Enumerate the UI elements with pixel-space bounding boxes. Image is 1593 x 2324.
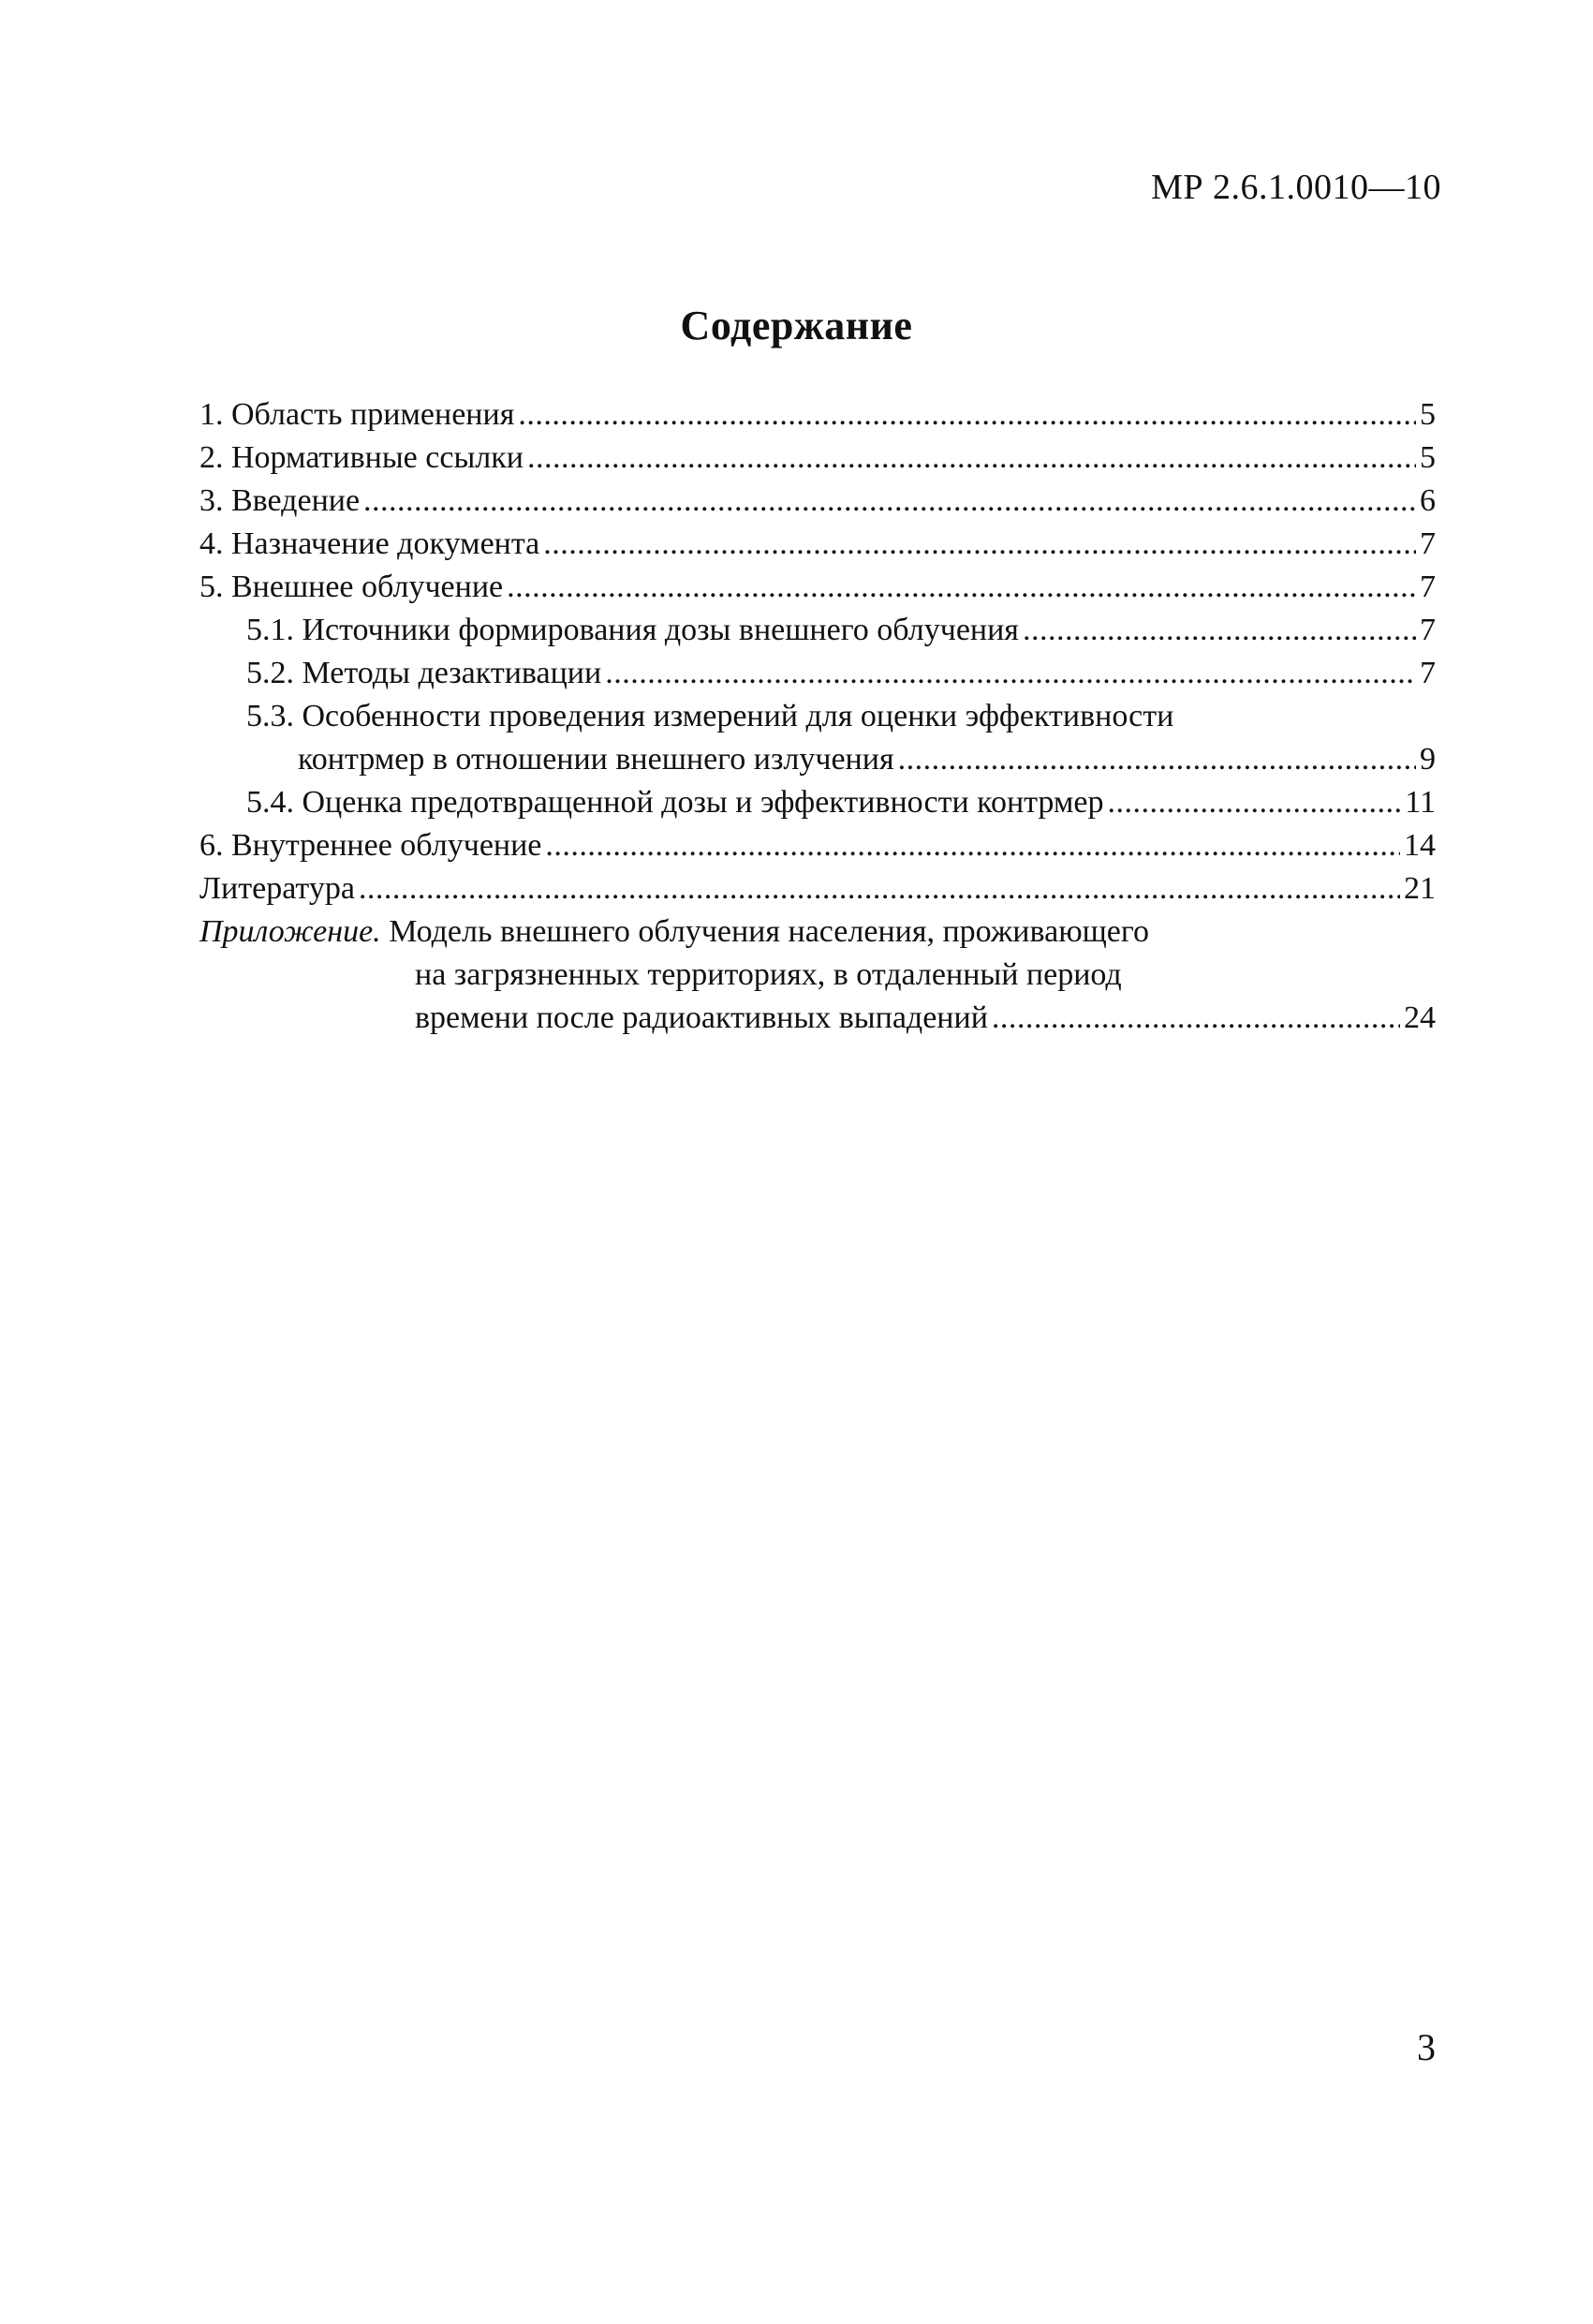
toc-entry-page: 7 xyxy=(1420,613,1436,647)
toc-subentry[interactable] xyxy=(199,652,1436,695)
toc-entry-page: 9 xyxy=(1420,742,1436,777)
toc-appendix-line1 xyxy=(199,910,1436,954)
toc-entry[interactable] xyxy=(199,824,1436,867)
toc-entry-page: 14 xyxy=(1404,828,1436,863)
toc-entry-label: 5.4. Оценка предотвращенной дозы и эффективности контрмер xyxy=(246,785,1104,820)
toc-entry-label-line2: на загрязненных территориях, в отдаленный период xyxy=(415,957,1122,992)
dot-leader xyxy=(359,867,1400,899)
toc-entry-page: 5 xyxy=(1420,397,1436,432)
toc-entry-label: Литература xyxy=(199,871,355,906)
toc-entry[interactable] xyxy=(199,523,1436,566)
dot-leader xyxy=(363,480,1416,511)
dot-leader xyxy=(543,523,1416,555)
toc-appendix-entry[interactable] xyxy=(199,910,1436,1040)
toc-entry-label: 5. Внешнее облучение xyxy=(199,570,504,604)
toc-entry-page: 7 xyxy=(1420,656,1436,690)
toc-entry-label: 5.2. Методы дезактивации xyxy=(246,656,602,690)
toc-entry-page: 6 xyxy=(1420,483,1436,518)
toc-entry-page: 5 xyxy=(1420,440,1436,475)
toc-entry[interactable] xyxy=(199,480,1436,523)
toc-entry-label-line3: времени после радиоактивных выпадений xyxy=(415,1000,988,1035)
toc-entry-label: 2. Нормативные ссылки xyxy=(199,440,524,475)
dot-leader xyxy=(605,652,1416,684)
toc-entry-label: 6. Внутреннее облучение xyxy=(199,828,542,863)
document-code: МР 2.6.1.0010—10 xyxy=(1151,168,1441,207)
toc-entry[interactable] xyxy=(199,566,1436,609)
toc-subentry[interactable] xyxy=(199,609,1436,652)
toc-entry[interactable] xyxy=(199,393,1436,437)
dot-leader xyxy=(527,437,1416,468)
dot-leader xyxy=(507,566,1416,598)
toc-entry-page: 7 xyxy=(1420,526,1436,561)
toc-entry-label: 3. Введение xyxy=(199,483,361,518)
toc-entry-page: 24 xyxy=(1404,1000,1436,1035)
table-of-contents xyxy=(199,393,1436,1040)
page-number: 3 xyxy=(1417,2026,1436,2068)
dot-leader xyxy=(545,824,1400,856)
toc-entry-page: 21 xyxy=(1404,871,1436,906)
dot-leader xyxy=(518,393,1416,425)
page-title: Содержание xyxy=(680,303,913,348)
toc-entry-page: 11 xyxy=(1405,785,1436,820)
toc-subentry[interactable] xyxy=(199,695,1436,781)
toc-subentry[interactable] xyxy=(199,781,1436,824)
toc-entry[interactable] xyxy=(199,437,1436,480)
dot-leader xyxy=(1023,609,1416,641)
toc-entry-label-line1: 5.3. Особенности проведения измерений для оценки эффективности xyxy=(246,699,1174,733)
toc-entry-label-line1: Модель внешнего облучения населения, проживающего xyxy=(389,914,1149,949)
dot-leader xyxy=(898,738,1416,770)
dot-leader xyxy=(1108,781,1402,813)
toc-entry-label-line2: контрмер в отношении внешнего излучения xyxy=(298,742,894,777)
toc-entry-label: 1. Область применения xyxy=(199,397,515,432)
toc-entry-label: 4. Назначение документа xyxy=(199,526,540,561)
appendix-prefix: Приложение. xyxy=(199,914,381,949)
toc-entry[interactable] xyxy=(199,867,1436,910)
toc-entry-page: 7 xyxy=(1420,570,1436,604)
toc-entry-label: 5.1. Источники формирования дозы внешнего облучения xyxy=(246,613,1019,647)
dot-leader xyxy=(992,997,1400,1029)
